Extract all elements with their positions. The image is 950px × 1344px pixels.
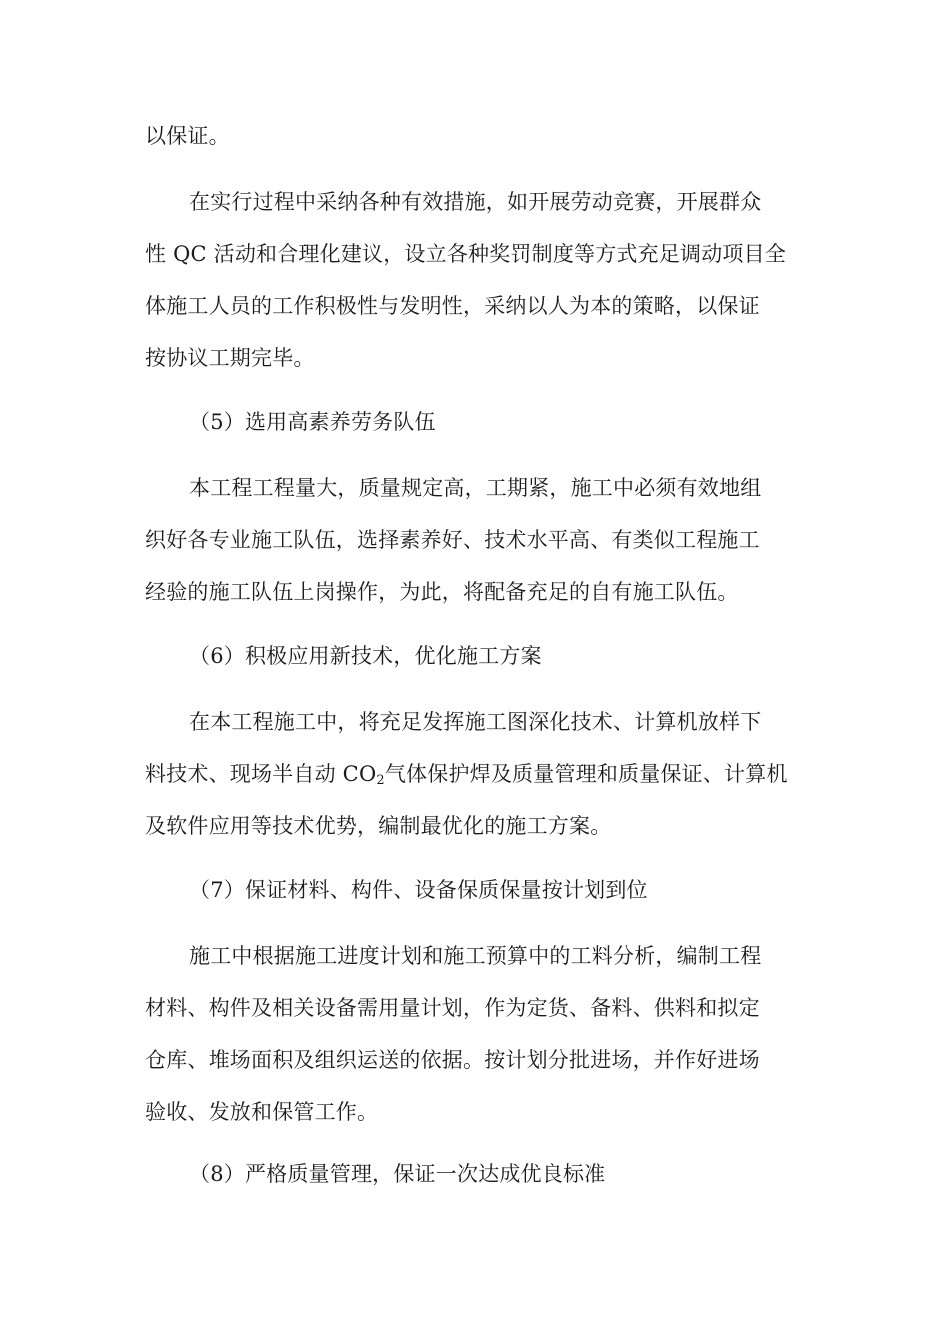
paragraph-first-line: 在本工程施工中，将充足发挥施工图深化技术、计算机放样下 xyxy=(189,710,762,734)
text-line: 验收、发放和保管工作。 xyxy=(145,1100,379,1124)
paragraph-first-line: 在实行过程中采纳各种有效措施，如开展劳动竞赛，开展群众 xyxy=(189,190,762,214)
subscript-text: 2 xyxy=(376,773,385,788)
text-segment: 料技术、现场半自动 CO xyxy=(145,762,377,786)
text-line: 材料、构件及相关设备需用量计划，作为定货、备料、供料和拟定 xyxy=(145,996,760,1020)
text-line: 经验的施工队伍上岗操作，为此，将配备充足的自有施工队伍。 xyxy=(145,580,739,604)
text-line: 体施工人员的工作积极性与发明性，采纳以人为本的策略，以保证 xyxy=(145,294,760,318)
text-line: 及软件应用等技术优势，编制最优化的施工方案。 xyxy=(145,814,612,838)
text-line: 织好各专业施工队伍，选择素养好、技术水平高、有类似工程施工 xyxy=(145,528,760,552)
text-line: 性 QC 活动和合理化建议，设立各种奖罚制度等方式充足调动项目全 xyxy=(145,242,787,266)
section-heading: （8）严格质量管理，保证一次达成优良标准 xyxy=(189,1162,606,1186)
text-line: 以保证。 xyxy=(145,124,230,148)
text-line xyxy=(145,760,788,788)
section-heading: （7）保证材料、构件、设备保质保量按计划到位 xyxy=(189,878,648,902)
text-line: 按协议工期完毕。 xyxy=(145,346,315,370)
text-line: 仓库、堆场面积及组织运送的依据。按计划分批进场，并作好进场 xyxy=(145,1048,760,1072)
text-segment: 气体保护焊及质量管理和质量保证、计算机 xyxy=(384,762,788,786)
paragraph-first-line: 施工中根据施工进度计划和施工预算中的工料分析，编制工程 xyxy=(189,944,762,968)
section-heading: （5）选用高素养劳务队伍 xyxy=(189,410,436,434)
paragraph-first-line: 本工程工程量大，质量规定高，工期紧，施工中必须有效地组 xyxy=(189,476,762,500)
section-heading: （6）积极应用新技术，优化施工方案 xyxy=(189,644,542,668)
